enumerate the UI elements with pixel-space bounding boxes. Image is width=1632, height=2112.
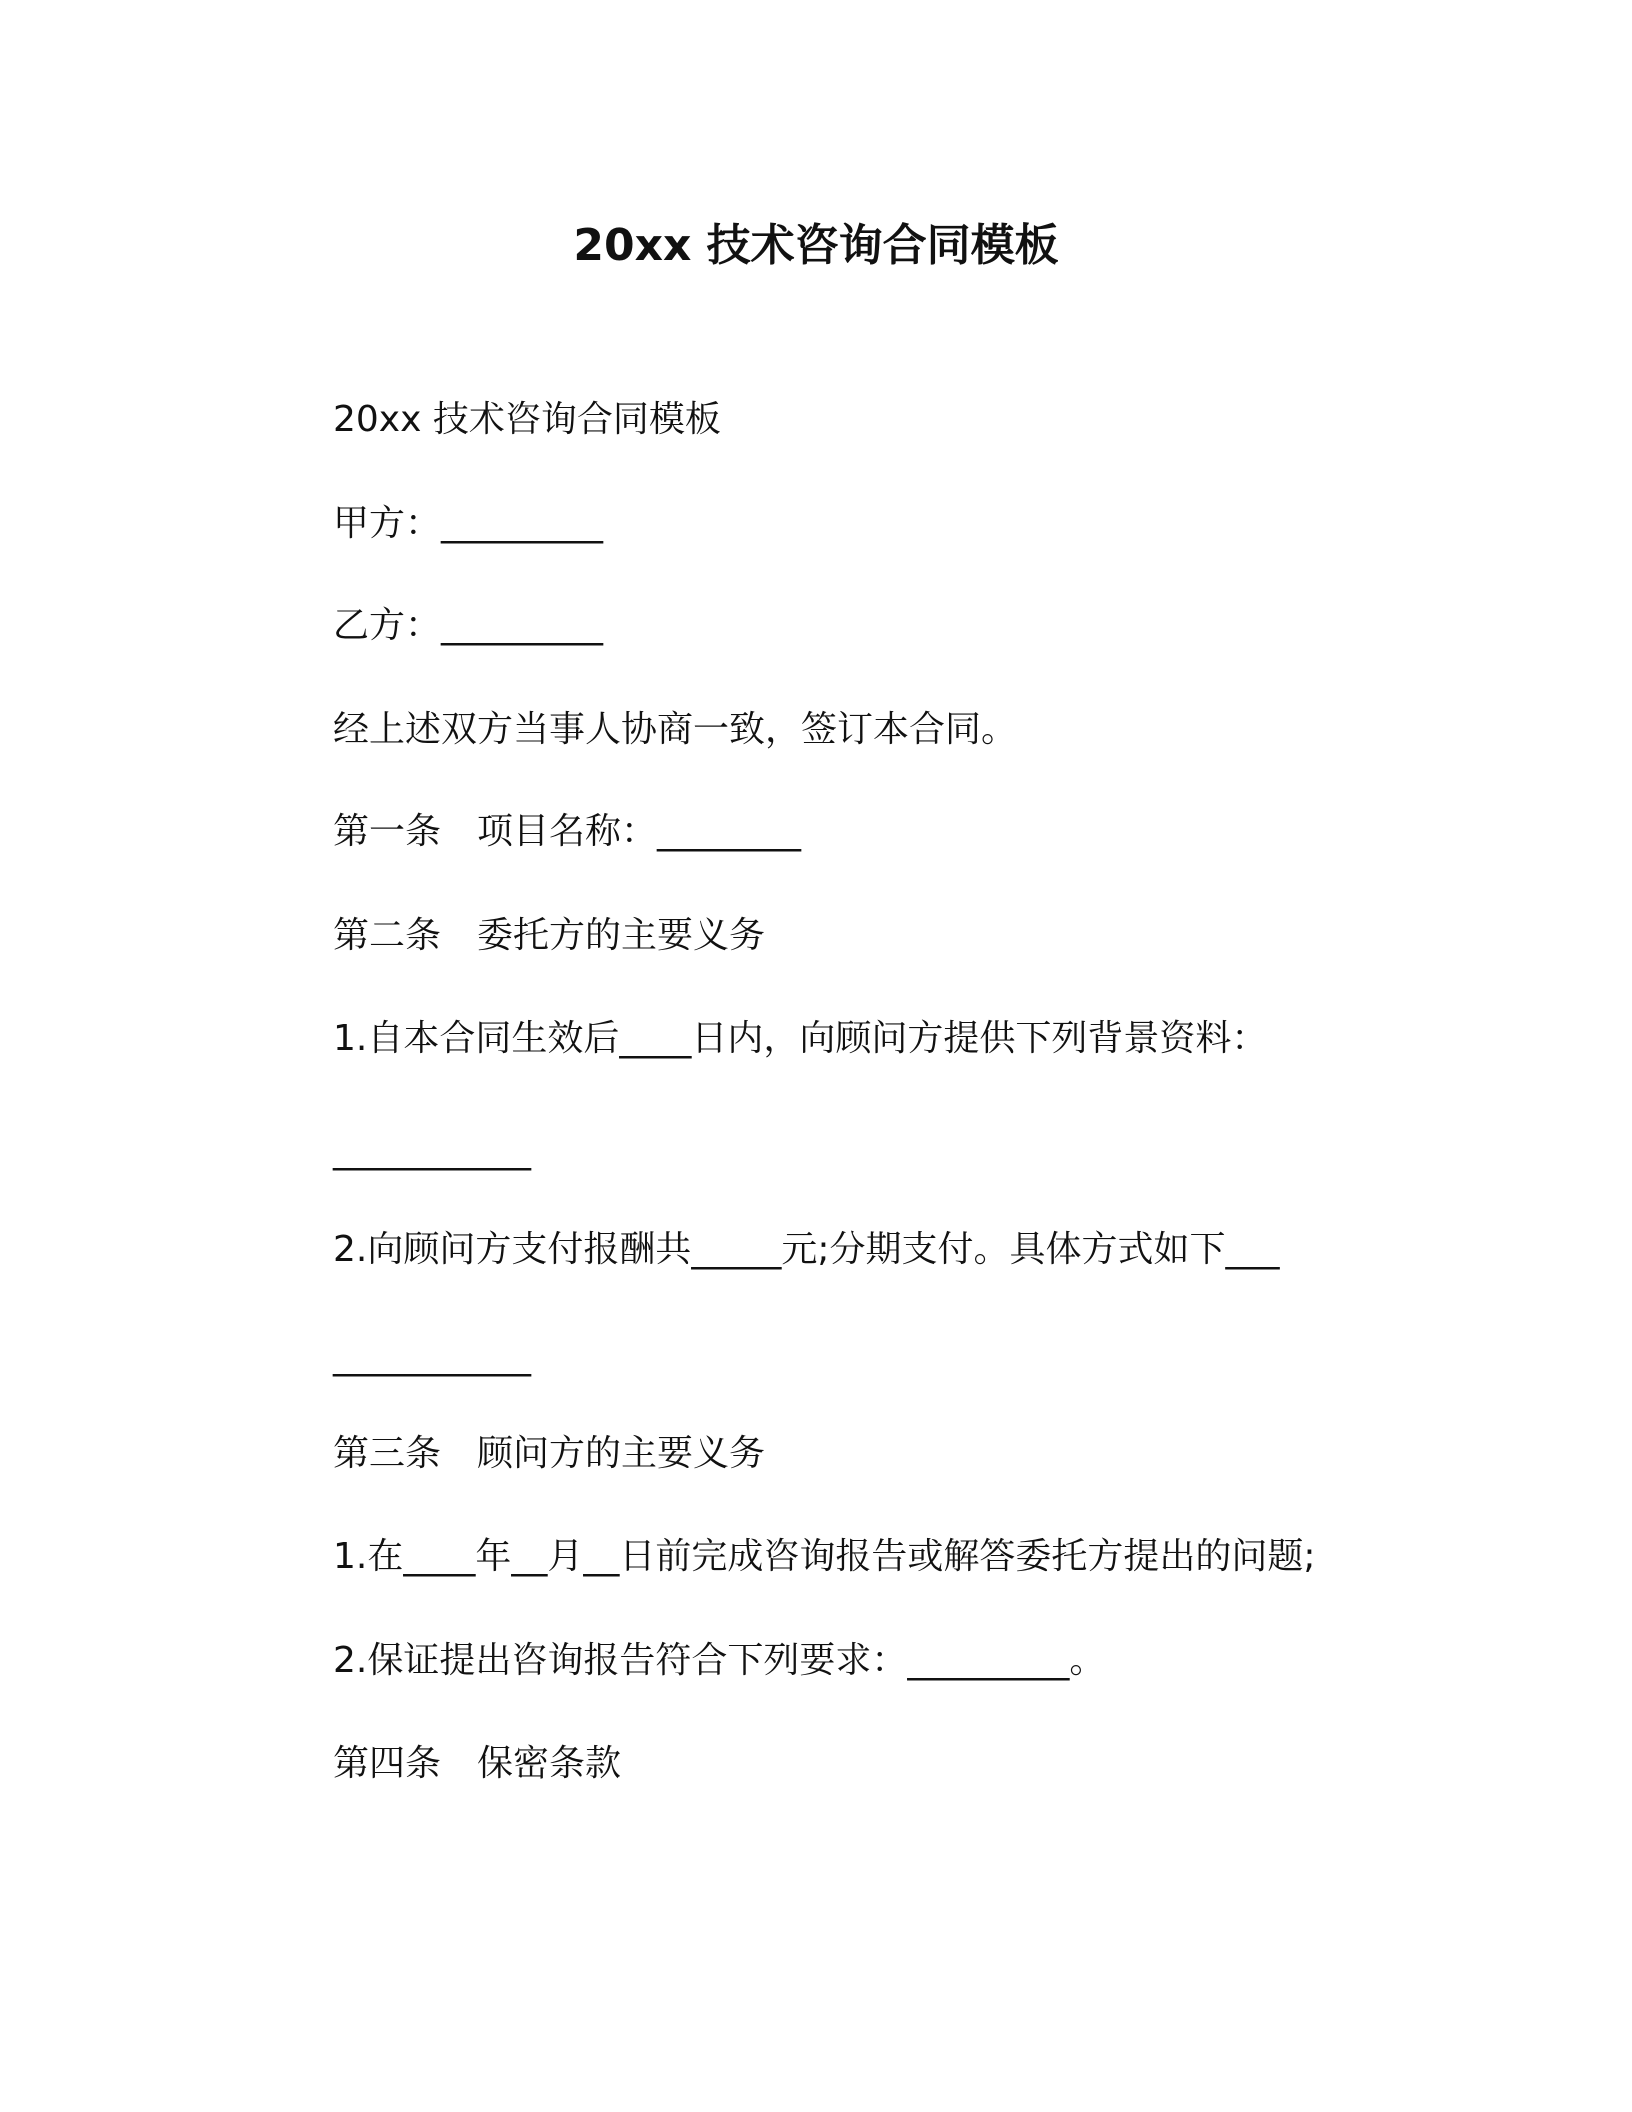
party-b-line: 乙方：_________: [333, 605, 604, 646]
article-1-heading: 第一条 项目名称：________: [333, 811, 802, 852]
article-2-heading: 第二条 委托方的主要义务: [333, 915, 766, 956]
article-3-item-2: 2.保证提出咨询报告符合下列要求：_________。: [333, 1640, 1106, 1681]
subtitle-line: 20xx 技术咨询合同模板: [333, 399, 721, 440]
article-2-item-1-blank: ___________: [333, 1130, 531, 1171]
agreement-line: 经上述双方当事人协商一致，签订本合同。: [333, 709, 1018, 750]
document-title: 20xx 技术咨询合同模板: [573, 220, 1059, 271]
article-3-item-1: 1.在____年__月__日前完成咨询报告或解答委托方提出的问题;: [333, 1536, 1316, 1577]
article-2-item-2: 2.向顾问方支付报酬共_____元;分期支付。具体方式如下___: [333, 1229, 1280, 1270]
article-4-heading: 第四条 保密条款: [333, 1743, 622, 1784]
article-2-item-1: 1.自本合同生效后____日内，向顾问方提供下列背景资料：: [333, 1018, 1268, 1059]
article-3-heading: 第三条 顾问方的主要义务: [333, 1433, 766, 1474]
party-a-line: 甲方：_________: [333, 503, 604, 544]
article-2-item-2-blank: ___________: [333, 1336, 531, 1377]
